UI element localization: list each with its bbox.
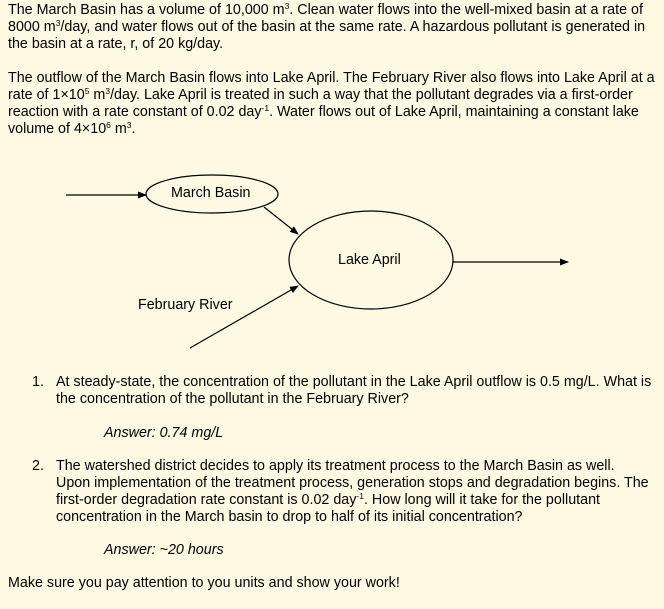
march-basin-label: March Basin (171, 185, 251, 201)
lake-april-label: Lake April (338, 252, 401, 268)
question-1 (32, 374, 652, 408)
answer-2: Answer: ~20 hours (104, 542, 224, 558)
question-number: 2. (32, 458, 44, 474)
text-segment: The watershed district decides to apply its treatment process to the March Basin as well. Upon implementation of the treatment process, generation stops and degradation begins. The first-order degradation rate constant is 0.02 day (56, 458, 649, 508)
february-river-label: February River (138, 297, 233, 313)
text-segment: . Clean water flows into the well-mixed basin at a rate of 8000 m (8, 2, 643, 35)
superscript: -1 (261, 103, 270, 113)
question-number: 1. (32, 374, 44, 390)
text-segment: /day, and water flows out of the basin at the same rate. A hazardous pollutant is generated in the basin at a rate, r, of 20 kg/day. (8, 19, 646, 52)
question-text: At steady-state, the concentration of the pollutant in the Lake April outflow is 0.5 mg/L. What is the concentration of the pollutant in the February River? (56, 374, 652, 407)
text-segment: /day. Lake April is treated in such a way that the pollutant degrades via a first-order reaction with a rate constant of 0.02 day (8, 87, 633, 120)
question-2 (32, 458, 652, 526)
arrow-march-to-april (264, 207, 298, 234)
answer-1: Answer: 0.74 mg/L (104, 425, 224, 441)
footer-note: Make sure you pay attention to you units and show your work! (8, 575, 400, 591)
text-segment: m (110, 121, 127, 137)
text-segment: m (89, 87, 106, 103)
text-segment: . How long will it take for the pollutant concentration in the March basin to drop to half of its initial concentration? (56, 492, 600, 525)
text-segment: . (131, 121, 136, 137)
text-segment: . Water flows out of Lake April, maintaining a constant lake volume of 4×10 (8, 104, 639, 137)
superscript: 3 (55, 18, 61, 28)
superscript: 3 (105, 86, 111, 96)
text-segment: The March Basin has a volume of 10,000 m (8, 2, 285, 18)
arrow-february-river-to-april (190, 286, 298, 348)
superscript: 3 (284, 1, 290, 11)
superscript: 5 (84, 86, 90, 96)
question-text (56, 458, 652, 526)
superscript: 6 (106, 120, 111, 130)
superscript: -1 (356, 491, 364, 501)
superscript: 3 (126, 120, 132, 130)
text-segment: The outflow of the March Basin flows into Lake April. The February River also flows into Lake April at a rate of 1×10 (8, 70, 655, 103)
